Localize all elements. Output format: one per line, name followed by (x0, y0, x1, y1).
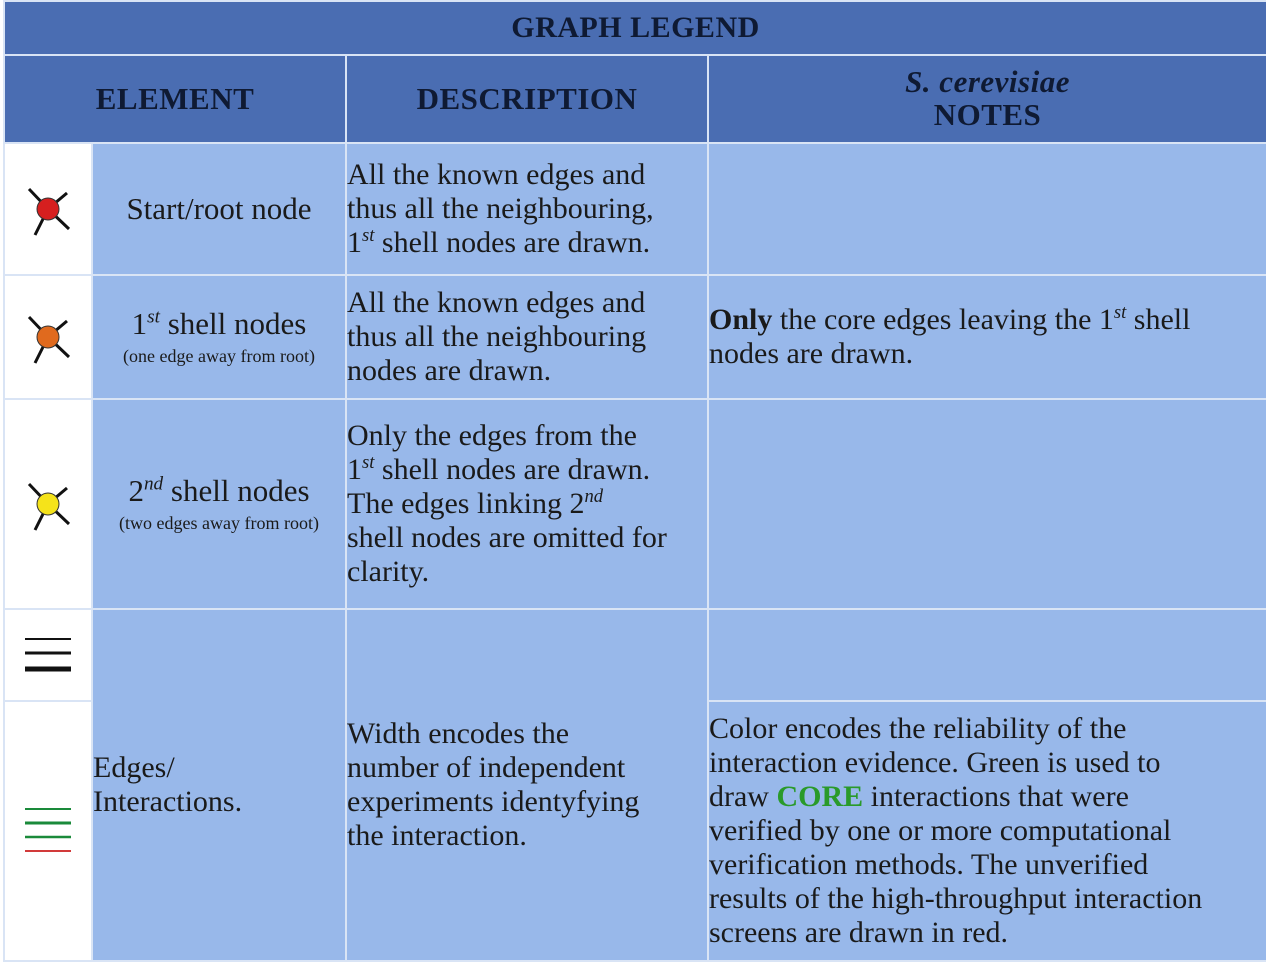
edges-label-line-2: Interactions. (93, 785, 243, 818)
edges-label (92, 609, 346, 961)
edges-desc-line-2: number of independent (347, 751, 626, 785)
graph-legend-table (3, 0, 1266, 962)
edge-width-icon (21, 633, 75, 677)
second-shell-sublabel: (two edges away from root) (119, 512, 319, 533)
first-shell-sublabel: (one edge away from root) (123, 345, 315, 366)
second-shell-description (346, 399, 708, 609)
row-second-shell (4, 399, 1266, 609)
root-node-icon-cell (4, 143, 92, 275)
edges-note-line-3-b: interactions that were (863, 780, 1129, 814)
shell1-note-line-2: nodes are drawn. (709, 337, 914, 370)
row-edges-width (4, 609, 1266, 701)
shell2-desc-line-2-sup: st (362, 452, 375, 474)
edges-description (346, 609, 708, 961)
edges-note-line-1: Color encodes the reliability of the (709, 712, 1127, 746)
first-shell-node-icon (21, 305, 75, 369)
edges-desc-line-3: experiments identyfying (347, 785, 640, 818)
root-desc-line-3-sup: st (362, 224, 375, 246)
edges-note-line-5: verification methods. The unverified (709, 847, 1149, 881)
first-shell-label (92, 275, 346, 399)
row-first-shell (4, 275, 1266, 399)
header-row (4, 55, 1266, 143)
edges-note-line-7: screens are drawn in red. (709, 915, 1009, 949)
edges-color-notes (708, 701, 1266, 961)
shell2-desc-line-2-a: 1 (347, 453, 362, 487)
shell1-note-bold: Only (709, 303, 773, 337)
second-shell-label-sup: nd (143, 473, 164, 495)
second-shell-notes (708, 399, 1266, 609)
first-shell-label-a: 1 (131, 306, 148, 342)
edges-note-line-3-a: draw (709, 780, 777, 814)
edge-width-icon-cell (4, 609, 92, 701)
second-shell-label (92, 399, 346, 609)
shell2-desc-line-2-b: shell nodes are drawn. (374, 453, 651, 487)
first-shell-description (346, 275, 708, 399)
header-notes-species: S. cerevisiae (905, 64, 1070, 100)
first-shell-icon-cell (4, 275, 92, 399)
shell2-desc-line-1: Only the edges from the (347, 419, 637, 453)
legend-title: GRAPH LEGEND (4, 1, 1266, 55)
edge-color-icon (21, 801, 75, 861)
edges-label-line-1: Edges/ (93, 751, 175, 785)
header-element: ELEMENT (4, 55, 346, 143)
core-keyword: CORE (776, 780, 864, 814)
shell1-note-b: shell (1126, 303, 1191, 337)
edge-color-icon-cell (4, 701, 92, 961)
shell2-desc-line-3-sup: nd (584, 486, 604, 508)
root-desc-line-3-a: 1 (347, 225, 362, 259)
edges-desc-line-1: Width encodes the (347, 717, 570, 751)
first-shell-label-b: shell nodes (159, 306, 307, 342)
root-node-description (346, 143, 708, 275)
second-shell-node-icon (21, 472, 75, 536)
root-desc-line-1: All the known edges and (347, 158, 646, 192)
root-desc-line-2: thus all the neighbouring, (347, 192, 654, 226)
root-node-notes (708, 143, 1266, 275)
edges-note-line-4: verified by one or more computational (709, 814, 1172, 848)
second-shell-icon-cell (4, 399, 92, 609)
root-node-label: Start/root node (92, 143, 346, 275)
shell1-desc-line-2: thus all the neighbouring (347, 320, 647, 354)
row-root-node (4, 143, 1266, 275)
edges-width-notes (708, 609, 1266, 701)
shell2-desc-line-4: shell nodes are omitted for (347, 520, 667, 554)
shell2-desc-line-3-a: The edges linking 2 (347, 487, 585, 521)
second-shell-label-b: shell nodes (163, 473, 310, 509)
title-row (4, 1, 1266, 55)
edges-note-line-2: interaction evidence. Green is used to (709, 746, 1161, 780)
edges-note-line-6: results of the high-throughput interaction (709, 881, 1203, 915)
header-notes (708, 55, 1266, 143)
edges-desc-line-4: the interaction. (347, 818, 527, 852)
shell2-desc-line-5: clarity. (347, 554, 430, 588)
header-description: DESCRIPTION (346, 55, 708, 143)
header-notes-label: NOTES (933, 97, 1042, 132)
shell1-note-a: the core edges leaving the 1 (772, 303, 1114, 337)
shell1-desc-line-1: All the known edges and (347, 286, 646, 320)
root-desc-line-3-b: shell nodes are drawn. (374, 225, 651, 259)
shell1-desc-line-3: nodes are drawn. (347, 353, 552, 387)
second-shell-label-a: 2 (128, 473, 144, 509)
first-shell-label-sup: st (147, 306, 160, 328)
first-shell-notes (708, 275, 1266, 399)
root-node-icon (21, 177, 75, 241)
shell1-note-sup: st (1113, 302, 1127, 324)
